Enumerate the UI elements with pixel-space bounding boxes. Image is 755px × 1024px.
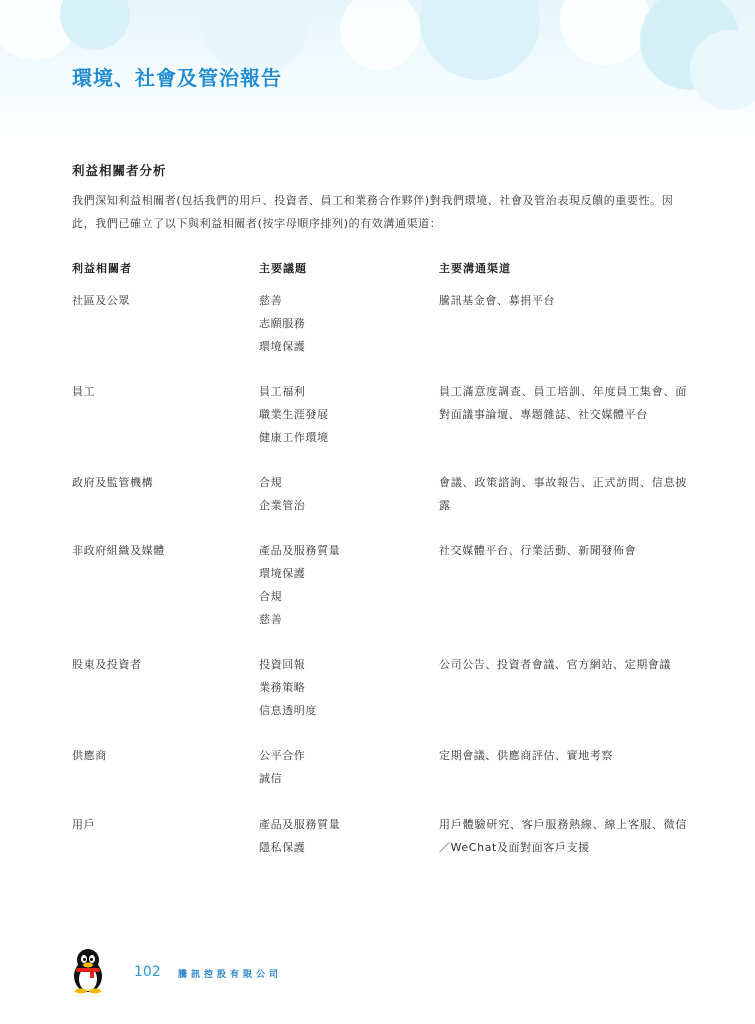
- topic-item: 投資回報: [259, 658, 306, 671]
- channels-cell: 會議、政策諮詢、事故報告、正式訪問、信息披露: [439, 476, 687, 512]
- stakeholder-cell: 股東及投資者: [72, 658, 142, 671]
- topic-item: 志願服務: [259, 317, 306, 330]
- qq-penguin-icon: [68, 948, 108, 994]
- page-number: 102: [134, 964, 161, 980]
- channels-cell: 公司公告、投資者會議、官方網站、定期會議: [439, 658, 671, 671]
- topics-cell: [259, 813, 424, 859]
- topic-item: 合規: [259, 476, 283, 489]
- company-name: 騰訊控股有限公司: [178, 970, 283, 980]
- stakeholder-cell: 社區及公眾: [72, 294, 130, 307]
- topic-item: 員工福利: [259, 385, 306, 398]
- topic-item: 職業生涯發展: [259, 408, 329, 421]
- page-footer: [0, 948, 755, 998]
- stakeholder-cell: 政府及監管機構: [72, 476, 154, 489]
- channels-cell: 定期會議、供應商評估、實地考察: [439, 749, 613, 762]
- section-title: 利益相關者分析: [72, 163, 167, 178]
- topic-item: 環境保護: [259, 567, 306, 580]
- gear-decoration-icon: [420, 0, 540, 80]
- topics-cell: [259, 744, 424, 790]
- intro-paragraph: 我們深知利益相關者(包括我們的用戶、投資者、員工和業務合作夥伴)對我們環境、社會及管治表現反饋的重要性。因此，我們已確立了以下與利益相關者(按字母順序排列)的有效溝通渠道：: [72, 194, 674, 230]
- column-header-stakeholder: 利益相關者: [72, 262, 132, 275]
- topic-item: 環境保護: [259, 340, 306, 353]
- topic-item: 誠信: [259, 772, 283, 785]
- topics-cell: [259, 471, 424, 517]
- topic-item: 信息透明度: [259, 704, 317, 717]
- topic-item: 產品及服務質量: [259, 544, 341, 557]
- topic-item: 健康工作環境: [259, 431, 329, 444]
- topic-item: 慈善: [259, 613, 283, 626]
- stakeholder-cell: 供應商: [72, 749, 107, 762]
- stakeholder-cell: 員工: [72, 385, 96, 398]
- topics-cell: [259, 653, 424, 722]
- column-header-channels: 主要溝通渠道: [439, 262, 511, 275]
- gear-decoration-icon: [340, 0, 420, 70]
- topic-item: 公平合作: [259, 749, 306, 762]
- stakeholder-cell: 非政府組織及媒體: [72, 544, 165, 557]
- topics-cell: [259, 289, 424, 358]
- channels-cell: 用戶體驗研究、客戶服務熱線、線上客服、微信／WeChat及面對面客戶支援: [439, 818, 687, 854]
- channels-cell: 騰訊基金會、募捐平台: [439, 294, 555, 307]
- page-title: 環境、社會及管治報告: [72, 66, 282, 90]
- topic-item: 業務策略: [259, 681, 306, 694]
- topics-cell: [259, 380, 424, 449]
- column-header-topics: 主要議題: [259, 262, 307, 275]
- topic-item: 產品及服務質量: [259, 818, 341, 831]
- channels-cell: 員工滿意度調查、員工培訓、年度員工集會、面對面議事論壇、專題雜誌、社交媒體平台: [439, 385, 687, 421]
- topic-item: 隱私保護: [259, 841, 306, 854]
- gear-decoration-icon: [560, 0, 650, 65]
- topic-item: 企業管治: [259, 499, 306, 512]
- gear-decoration-icon: [690, 30, 755, 110]
- stakeholder-cell: 用戶: [72, 818, 96, 831]
- topic-item: 慈善: [259, 294, 283, 307]
- topics-cell: [259, 539, 424, 631]
- topic-item: 合規: [259, 590, 283, 603]
- channels-cell: 社交媒體平台、行業活動、新聞發佈會: [439, 544, 637, 557]
